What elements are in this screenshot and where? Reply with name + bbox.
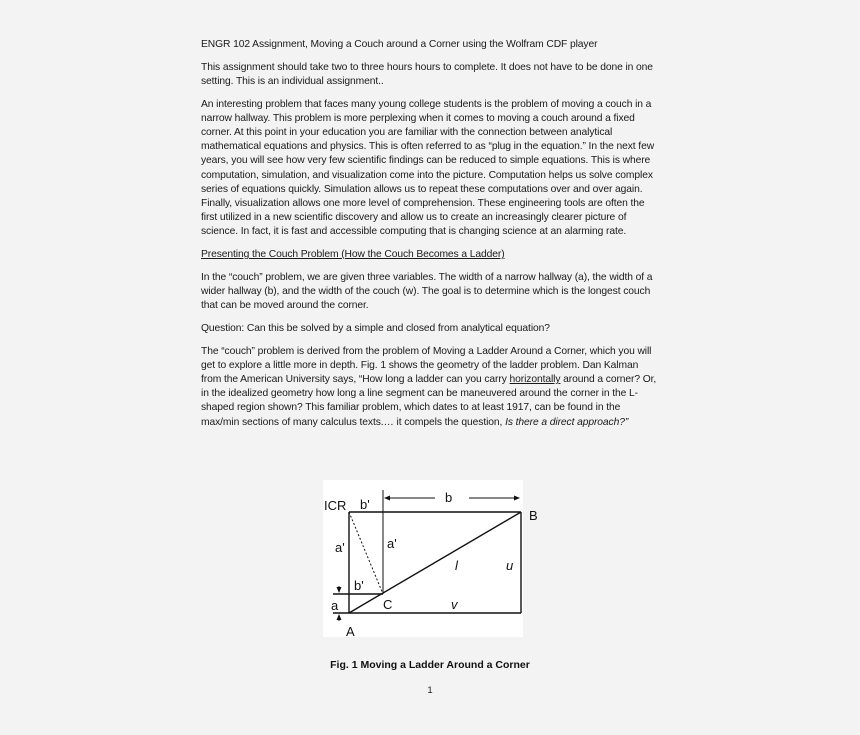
label-a-prime-mid: a'	[387, 536, 397, 551]
label-A: A	[346, 624, 355, 639]
ladder-paragraph	[201, 345, 661, 430]
label-B: B	[529, 508, 538, 523]
problem-paragraph: In the “couch” problem, we are given three variables. The width of a narrow hallway (a), the width of a wider hallway (b), and the width of the couch (w). The goal is to determine which is the longest couch that can be moved around the corner.	[201, 271, 653, 312]
figure-caption: Fig. 1 Moving a Ladder Around a Corner	[330, 659, 530, 671]
ladder-text-b: around a corner? Or, in the idealized geometry how long a line segment can be maneuvered around the corner in the L-shaped region shown? This familiar problem, which dates to at least 1917, can be found in the max/min sections of many calculus texts.… it compels the question,	[201, 374, 657, 428]
label-b: b	[445, 490, 453, 505]
label-l: l	[455, 558, 458, 573]
label-C: C	[383, 597, 393, 612]
ladder-text-underlined: horizontally	[509, 374, 561, 386]
section-heading: Presenting the Couch Problem (How the Couch Becomes a Ladder)	[201, 249, 505, 261]
ladder-text-italic: Is there a direct approach?”	[505, 416, 629, 428]
ladder-text-a: The “couch” problem is derived from the problem of Moving a Ladder Around a Corner, which you will get to explore a little more in depth. Fig. 1 shows the geometry of the ladder problem. Dan Kalman from the American University says, “How long a ladder can you carry	[201, 345, 652, 386]
background-paragraph: An interesting problem that faces many young college students is the problem of moving a couch in a narrow hallway. This problem is more perplexing when it comes to moving a couch around a fixed corner. At this point in your education you are familiar with the connection between analytical mathematical equations and physics. This is often referred to as “plug in the equation.” In the next few years, you will see how very few scientific findings can be reduced to simple equations. This is where computation, simulation, and visualization come into the picture. Computation helps us solve complex series of equations quickly. Simulation allows us to repeat these computations over and over again. Finally, visualization allows one more level of comprehension. These engineering tools are often the first utilized in a new scientific discovery and allow us to create an increasingly clearer picture of science. In fact, it is fast and accessible computing that is changing science at an alarming rate.	[201, 98, 655, 238]
label-a-prime-left: a'	[335, 540, 345, 555]
label-u: u	[506, 558, 514, 573]
label-b-prime-top: b'	[360, 497, 370, 512]
ladder-figure	[323, 480, 538, 639]
label-b-prime-low: b'	[354, 578, 364, 593]
label-icr: ICR	[324, 498, 347, 513]
intro-paragraph: This assignment should take two to three hours hours to complete. It does not have to be done in one setting. This is an individual assignment..	[201, 61, 653, 87]
ladder-diagram	[323, 480, 538, 639]
page-number: 1	[427, 685, 433, 696]
document-body	[201, 38, 661, 438]
question-paragraph: Question: Can this be solved by a simple and closed from analytical equation?	[201, 322, 550, 334]
label-a: a	[331, 598, 339, 613]
label-v: v	[451, 597, 458, 612]
document-title: ENGR 102 Assignment, Moving a Couch around a Corner using the Wolfram CDF player	[201, 39, 598, 50]
